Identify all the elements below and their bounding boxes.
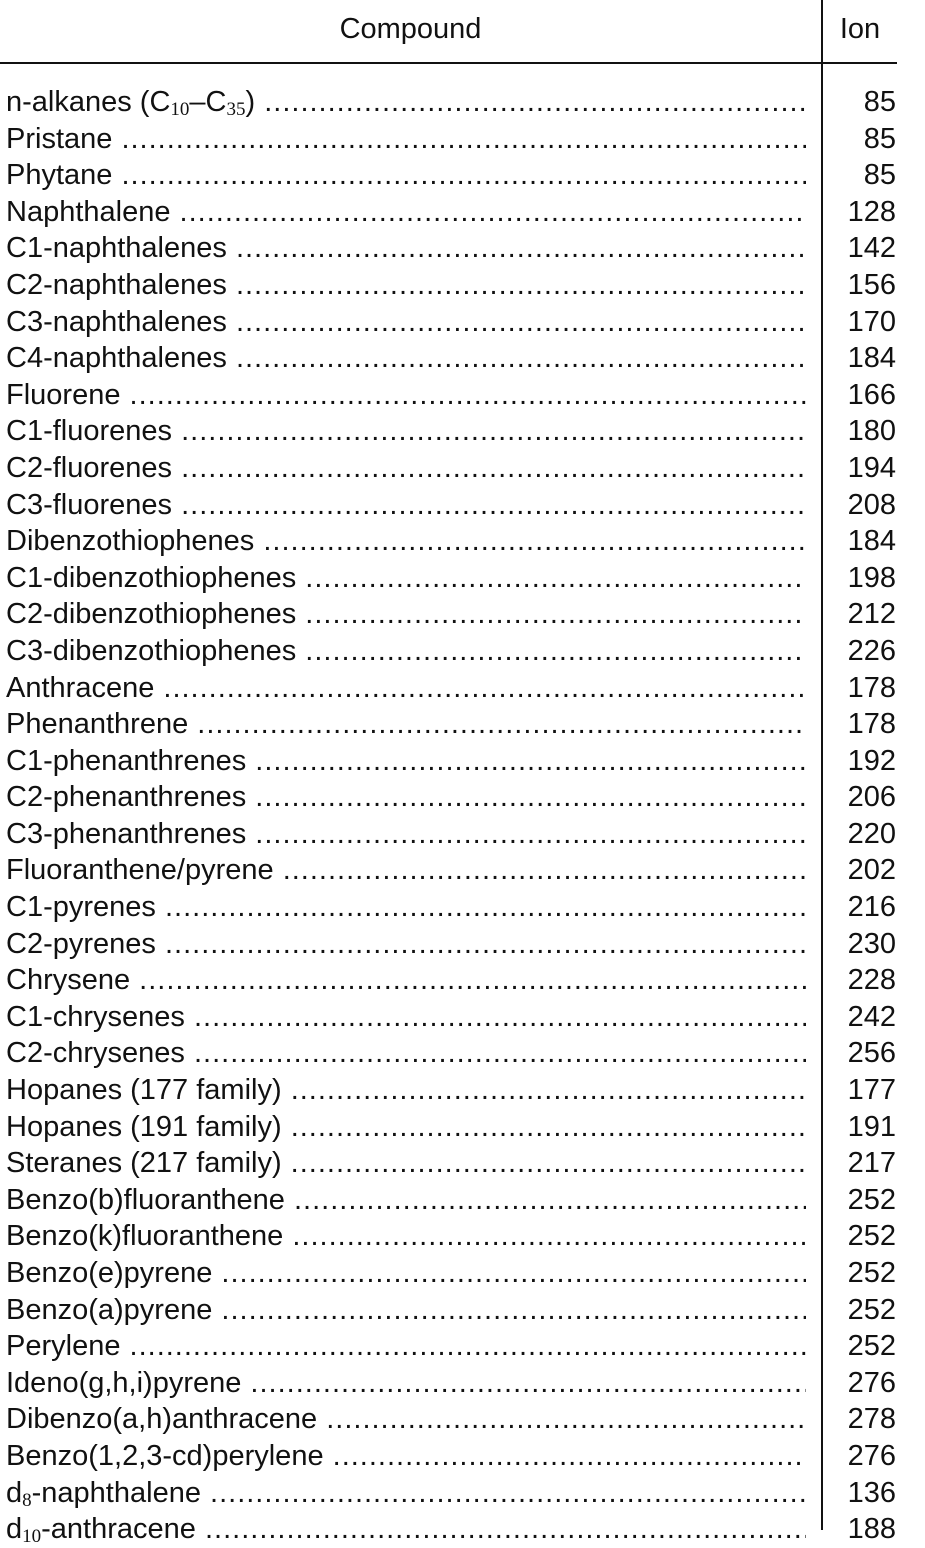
table-row	[0, 706, 925, 743]
compound-name: Perylene .....	[6, 1328, 806, 1364]
ion-value: 242	[847, 1000, 896, 1033]
column-header-compound: Compound	[339, 13, 482, 45]
compound-name: C3-phenanthrenes .....	[6, 816, 806, 852]
ion-value: 166	[847, 378, 896, 411]
table-row	[0, 1401, 925, 1438]
compound-name: C2-dibenzothiophenes .....	[6, 596, 806, 632]
ion-value: 276	[847, 1439, 896, 1472]
ion-value: 191	[847, 1110, 896, 1143]
ion-value: 170	[847, 305, 896, 338]
ion-value: 180	[847, 415, 896, 448]
compound-name: C2-phenanthrenes .....	[6, 779, 806, 815]
table-row	[0, 596, 925, 633]
ion-value: 85	[863, 122, 896, 155]
table-row	[0, 1255, 925, 1292]
table-row	[0, 523, 925, 560]
compound-name: C4-naphthalenes .....	[6, 340, 806, 376]
ion-value: 230	[847, 927, 896, 960]
table-row	[0, 999, 925, 1036]
ion-value: 198	[847, 561, 896, 594]
compound-name: C3-naphthalenes .....	[6, 304, 806, 340]
table-row	[0, 889, 925, 926]
compound-name: C1-pyrenes .....	[6, 889, 806, 925]
table-row	[0, 230, 925, 267]
compound-name: Benzo(k)fluoranthene .....	[6, 1218, 806, 1254]
ion-value: 194	[847, 451, 896, 484]
table-row	[0, 377, 925, 414]
subscript: 10	[170, 99, 190, 120]
compound-name: Anthracene .....	[6, 670, 806, 706]
compound-name: Phytane .....	[6, 157, 806, 193]
compound-name: C2-chrysenes .....	[6, 1035, 806, 1071]
ion-value: 252	[847, 1257, 896, 1289]
compound-name: Phenanthrene .....	[6, 706, 806, 742]
ion-value: 184	[847, 525, 896, 558]
table-row	[0, 1292, 925, 1329]
ion-value: 128	[847, 195, 896, 228]
subscript: 10	[22, 1526, 42, 1548]
table-row	[0, 1035, 925, 1072]
header-rule	[0, 62, 897, 64]
compound-name: Steranes (217 family) .....	[6, 1145, 806, 1181]
subscript: 8	[22, 1489, 32, 1511]
ion-value: 256	[847, 1037, 896, 1070]
compound-name: Fluoranthene/pyrene .....	[6, 852, 806, 888]
table-row	[0, 1328, 925, 1365]
ion-value: 184	[847, 342, 896, 375]
ion-value: 252	[847, 1293, 896, 1326]
compound-name: Chrysene .....	[6, 962, 806, 998]
table-row	[0, 340, 925, 377]
compound-name: C2-naphthalenes .....	[6, 267, 806, 303]
compound-name: C2-pyrenes .....	[6, 926, 806, 962]
table-row	[0, 1109, 925, 1146]
table-row	[0, 84, 925, 121]
compound-name: C3-dibenzothiophenes .....	[6, 633, 806, 669]
compound-name: C3-fluorenes .....	[6, 487, 806, 523]
table-row	[0, 1218, 925, 1255]
table-row	[0, 1511, 925, 1548]
compound-name: Benzo(e)pyrene .....	[6, 1255, 806, 1291]
ion-value: 228	[847, 964, 896, 997]
ion-value: 252	[847, 1220, 896, 1253]
table-row	[0, 157, 925, 194]
ion-value: 252	[847, 1183, 896, 1216]
compound-name: Hopanes (191 family) .....	[6, 1109, 806, 1145]
ion-value: 202	[847, 854, 896, 887]
compound-name: C1-naphthalenes .....	[6, 230, 806, 266]
ion-value: 85	[863, 86, 896, 118]
ion-value: 177	[847, 1074, 896, 1107]
table-row	[0, 779, 925, 816]
ion-value: 85	[863, 159, 896, 192]
table-row	[0, 962, 925, 999]
compound-name: Naphthalene .....	[6, 194, 806, 230]
table-row	[0, 743, 925, 780]
ion-value: 278	[847, 1403, 896, 1436]
ion-value: 226	[847, 634, 896, 667]
table-row	[0, 267, 925, 304]
table-row	[0, 121, 925, 158]
compound-name: Fluorene .....	[6, 377, 806, 413]
ion-value: 252	[847, 1330, 896, 1363]
table-row	[0, 1145, 925, 1182]
compound-name: Ideno(g,h,i)pyrene .....	[6, 1365, 806, 1401]
table-row	[0, 633, 925, 670]
table-row	[0, 560, 925, 597]
compound-name: Hopanes (177 family) .....	[6, 1072, 806, 1108]
ion-value: 217	[847, 1147, 896, 1180]
ion-value: 188	[847, 1513, 896, 1546]
compound-name: $d_{10}$-anthracene .....	[6, 1511, 806, 1547]
subscript: 35	[226, 99, 246, 120]
compound-name: C1-dibenzothiophenes .....	[6, 560, 806, 596]
ion-value: 142	[847, 232, 896, 265]
compound-name: Benzo(1,2,3-cd)perylene .....	[6, 1438, 806, 1474]
ion-value: 192	[847, 744, 896, 777]
ion-value: 276	[847, 1366, 896, 1399]
compound-name: n-alkanes $(C_{10}-C_{35})$ .....	[6, 84, 806, 120]
table-row	[0, 1475, 925, 1512]
table-row	[0, 1182, 925, 1219]
compound-name: C1-chrysenes .....	[6, 999, 806, 1035]
ion-value: 212	[847, 598, 896, 631]
table-row	[0, 450, 925, 487]
compound-name: Benzo(a)pyrene .....	[6, 1292, 806, 1328]
compound-name: $d_8$-naphthalene .....	[6, 1475, 806, 1511]
table-row	[0, 413, 925, 450]
ion-value: 216	[847, 891, 896, 924]
table-row	[0, 1438, 925, 1475]
compound-name: Pristane .....	[6, 121, 806, 157]
compound-name: C2-fluorenes .....	[6, 450, 806, 486]
table-row	[0, 487, 925, 524]
table-row	[0, 194, 925, 231]
table-row	[0, 1365, 925, 1402]
compound-name: C1-phenanthrenes .....	[6, 743, 806, 779]
ion-value: 136	[847, 1476, 896, 1509]
table-row	[0, 926, 925, 963]
table-row	[0, 816, 925, 853]
ion-value: 156	[847, 268, 896, 301]
table-row	[0, 1072, 925, 1109]
ion-value: 178	[847, 708, 896, 741]
ion-value: 206	[847, 781, 896, 814]
column-header-ion: Ion	[839, 13, 881, 45]
ion-value: 208	[847, 488, 896, 521]
ion-value: 220	[847, 817, 896, 850]
compound-name: Dibenzothiophenes .....	[6, 523, 806, 559]
table-row	[0, 852, 925, 889]
compound-name: C1-fluorenes .....	[6, 413, 806, 449]
table-row	[0, 670, 925, 707]
table-row	[0, 304, 925, 341]
table-body	[0, 84, 925, 1548]
ion-value: 178	[847, 671, 896, 704]
compound-name: Dibenzo(a,h)anthracene .....	[6, 1401, 806, 1437]
compound-name: Benzo(b)fluoranthene .....	[6, 1182, 806, 1218]
